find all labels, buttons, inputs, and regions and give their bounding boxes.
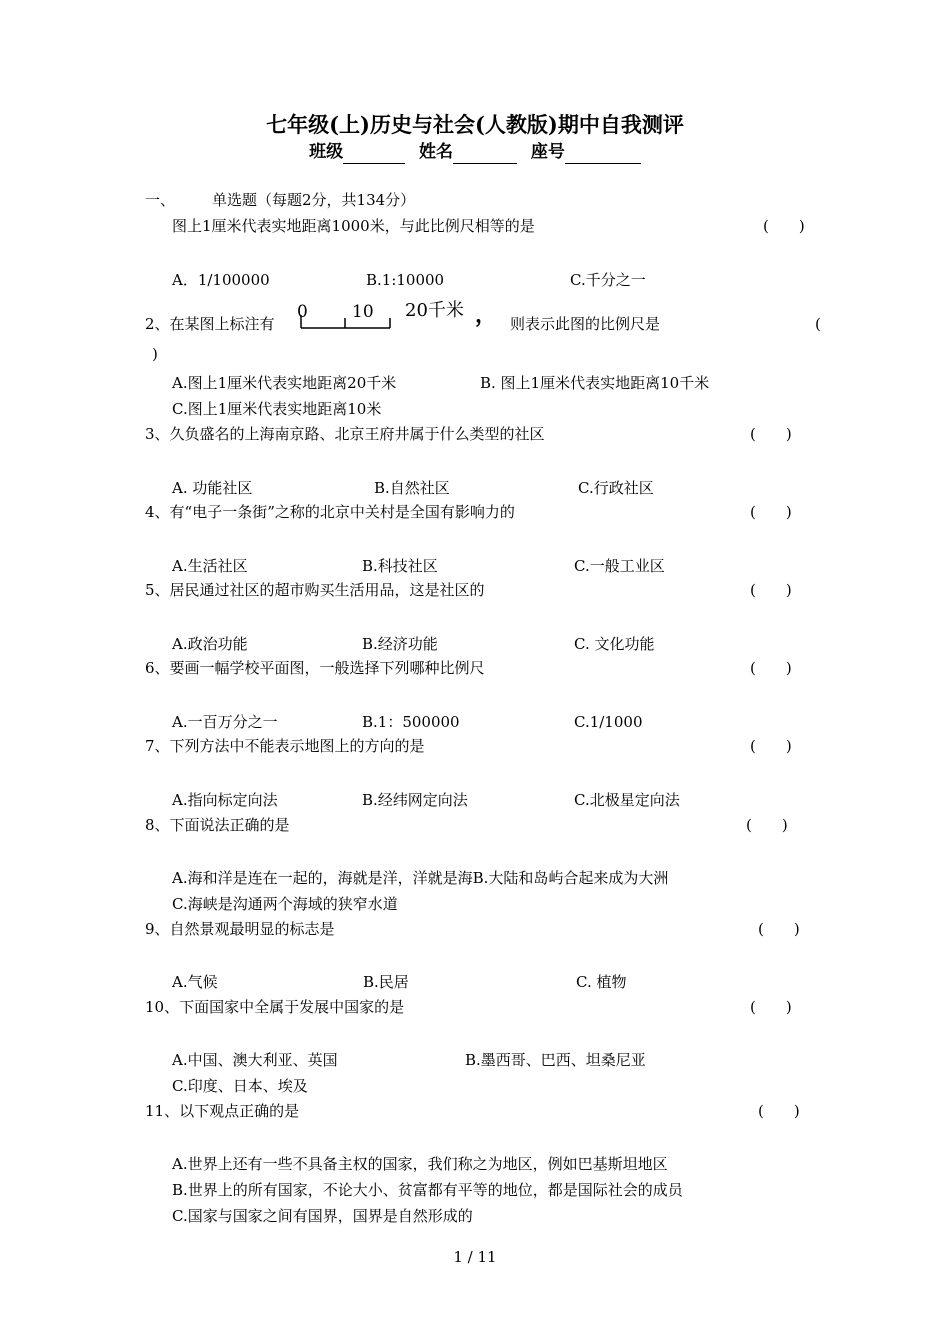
q2-option-a[interactable]: A.图上1厘米代表实地距离20千米 — [172, 374, 397, 392]
q5-stem: 5、居民通过社区的超市购买生活用品，这是社区的 — [145, 581, 485, 599]
q3-option-c[interactable]: C.行政社区 — [578, 479, 654, 497]
class-blank[interactable] — [343, 145, 405, 164]
q2-paren-open[interactable]: ( — [815, 315, 821, 333]
page-title: 七年级(上)历史与社会(人教版)期中自我测评 — [266, 112, 684, 137]
q7-option-a[interactable]: A.指向标定向法 — [172, 791, 278, 809]
q11-stem: 11、以下观点正确的是 — [145, 1102, 300, 1120]
name-blank[interactable] — [453, 145, 517, 164]
class-label: 班级 — [309, 142, 344, 162]
q7-option-c[interactable]: C.北极星定向法 — [574, 791, 680, 809]
q2-paren-close[interactable]: ) — [152, 345, 158, 363]
q6-stem: 6、要画一幅学校平面图，一般选择下列哪种比例尺 — [145, 659, 485, 677]
scale-label-10: 10 — [352, 302, 374, 322]
q6-option-b[interactable]: B.1：500000 — [362, 713, 460, 731]
student-info-line — [0, 140, 950, 164]
q8-option-c[interactable]: C.海峡是沟通两个海域的狭窄水道 — [172, 895, 398, 913]
q11-option-a[interactable]: A.世界上还有一些不具备主权的国家，我们称之为地区，例如巴基斯坦地区 — [172, 1155, 668, 1173]
q2-comma: ， — [475, 302, 498, 328]
q10-option-a[interactable]: A.中国、澳大利亚、英国 — [172, 1051, 338, 1069]
q11-option-c[interactable]: C.国家与国家之间有国界，国界是自然形成的 — [172, 1207, 473, 1225]
q4-stem: 4、有“电子一条街”之称的北京中关村是全国有影响力的 — [145, 503, 515, 521]
q7-answer-paren[interactable]: ( ) — [750, 737, 792, 755]
q1-option-c[interactable]: C.千分之一 — [570, 271, 646, 289]
q5-answer-paren[interactable]: ( ) — [750, 581, 792, 599]
q10-option-c[interactable]: C.印度、日本、埃及 — [172, 1077, 308, 1095]
q4-option-b[interactable]: B.科技社区 — [362, 557, 438, 575]
q5-option-c[interactable]: C. 文化功能 — [574, 635, 655, 653]
section-title: 单选题（每题2分，共134分） — [212, 191, 416, 209]
page-number: 1 / 11 — [453, 1248, 497, 1266]
q1-option-b[interactable]: B.1:10000 — [366, 271, 445, 289]
q2-stem-before: 2、在某图上标注有 — [145, 315, 275, 333]
q3-answer-paren[interactable]: ( ) — [750, 425, 792, 443]
q6-option-c[interactable]: C.1/1000 — [574, 713, 643, 731]
seat-blank[interactable] — [565, 145, 641, 164]
scale-bar-icon — [298, 301, 398, 331]
q6-answer-paren[interactable]: ( ) — [750, 659, 792, 677]
q1-answer-paren[interactable]: ( ) — [763, 217, 805, 235]
q9-option-b[interactable]: B.民居 — [363, 973, 409, 991]
q5-option-a[interactable]: A.政治功能 — [172, 635, 248, 653]
q3-option-a[interactable]: A. 功能社区 — [172, 479, 253, 497]
q5-option-b[interactable]: B.经济功能 — [362, 635, 438, 653]
q3-option-b[interactable]: B.自然社区 — [374, 479, 450, 497]
q11-option-b[interactable]: B.世界上的所有国家，不论大小、贫富都有平等的地位，都是国际社会的成员 — [172, 1181, 683, 1199]
q4-option-a[interactable]: A.生活社区 — [172, 557, 248, 575]
q9-option-c[interactable]: C. 植物 — [576, 973, 627, 991]
q1-option-a[interactable]: A．1/100000 — [172, 271, 270, 289]
section-number: 一、 — [145, 191, 176, 209]
q2-option-b[interactable]: B. 图上1厘米代表实地距离10千米 — [480, 374, 710, 392]
q8-stem: 8、下面说法正确的是 — [145, 816, 290, 834]
q9-answer-paren[interactable]: ( ) — [758, 920, 800, 938]
scale-label-20: 20千米 — [405, 300, 464, 321]
q11-answer-paren[interactable]: ( ) — [758, 1102, 800, 1120]
q6-option-a[interactable]: A.一百万分之一 — [172, 713, 278, 731]
q9-option-a[interactable]: A.气候 — [172, 973, 218, 991]
q8-answer-paren[interactable]: ( ) — [746, 816, 788, 834]
q8-option-ab[interactable]: A.海和洋是连在一起的，海就是洋，洋就是海B.大陆和岛屿合起来成为大洲 — [172, 869, 669, 887]
seat-label: 座号 — [530, 142, 565, 162]
q7-stem: 7、下列方法中不能表示地图上的方向的是 — [145, 737, 425, 755]
q4-option-c[interactable]: C.一般工业区 — [574, 557, 665, 575]
q1-stem: 图上1厘米代表实地距离1000米，与此比例尺相等的是 — [172, 217, 535, 235]
q2-option-c[interactable]: C.图上1厘米代表实地距离10米 — [172, 400, 382, 418]
q9-stem: 9、自然景观最明显的标志是 — [145, 920, 335, 938]
name-label: 姓名 — [419, 142, 453, 162]
scale-label-0: 0 — [297, 302, 308, 322]
q3-stem: 3、久负盛名的上海南京路、北京王府井属于什么类型的社区 — [145, 425, 545, 443]
q4-answer-paren[interactable]: ( ) — [750, 503, 792, 521]
scale-bar-figure — [298, 301, 398, 331]
q10-answer-paren[interactable]: ( ) — [750, 998, 792, 1016]
q10-stem: 10、下面国家中全属于发展中国家的是 — [145, 998, 405, 1016]
q2-stem-after: 则表示此图的比例尺是 — [510, 315, 661, 333]
q7-option-b[interactable]: B.经纬网定向法 — [362, 791, 468, 809]
q10-option-b[interactable]: B.墨西哥、巴西、坦桑尼亚 — [465, 1051, 646, 1069]
